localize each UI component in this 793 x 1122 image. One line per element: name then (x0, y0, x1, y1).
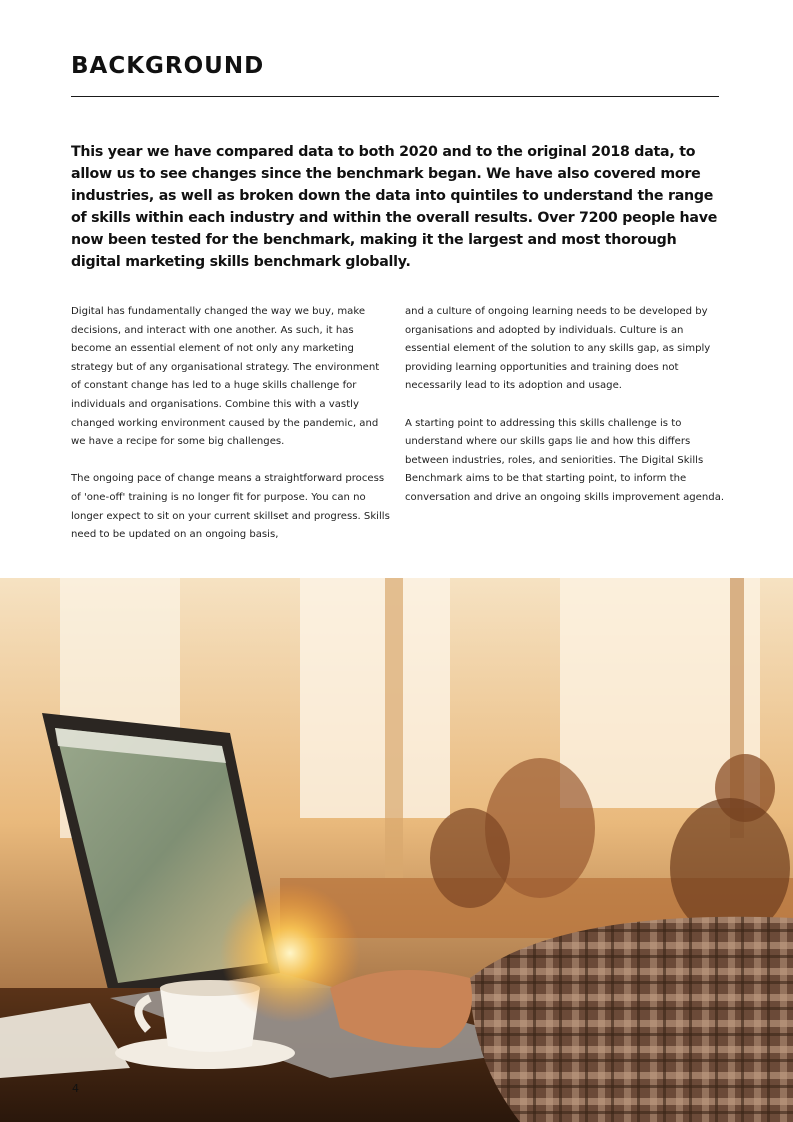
title-divider (71, 96, 719, 97)
body-column-right (405, 303, 725, 526)
body-paragraph: Digital has fundamentally changed the way we buy, make decisions, and interact with one another. As such, it has become an essential element of not only any marketing strategy but of any organisational strategy. The environment of constant change has led to a huge skills challenge for individuals and organisations. Combine this with a vastly changed working environment caused by the pandemic, and we have a recipe for some big challenges. (71, 306, 380, 448)
lead-paragraph: This year we have compared data to both 2020 and to the original 2018 data, to allow us to see changes since the benchmark began. We have also covered more industries, as well as broken down the data into quintiles to understand the range of skills within each industry and within the overall results. Over 7200 people have now been tested for the benchmark, making it the largest and most thorough digital marketing skills benchmark globally. (71, 144, 718, 270)
body-column-left (71, 303, 391, 563)
cafe-laptop-photo (0, 578, 793, 1122)
page-number: 4 (72, 1082, 79, 1095)
body-paragraph: and a culture of ongoing learning needs to be developed by organisations and adopted by individuals. Culture is an essential element of the solution to any skills gap, as simply providing learning opportunities and training does not necessarily lead to its adoption and usage. (405, 306, 711, 392)
body-paragraph: A starting point to addressing this skills challenge is to understand where our skills gaps lie and how this differs between industries, roles, and seniorities. The Digital Skills Benchmark aims to be that starting point, to inform the conversation and drive an ongoing skills improvement agenda. (405, 417, 725, 503)
page-title: BACKGROUND (71, 53, 265, 79)
body-paragraph: The ongoing pace of change means a straightforward process of 'one-off' training is no longer fit for purpose. You can no longer expect to sit on your current skillset and progress. Skills need to be updated on an ongoing basis, (71, 473, 390, 541)
